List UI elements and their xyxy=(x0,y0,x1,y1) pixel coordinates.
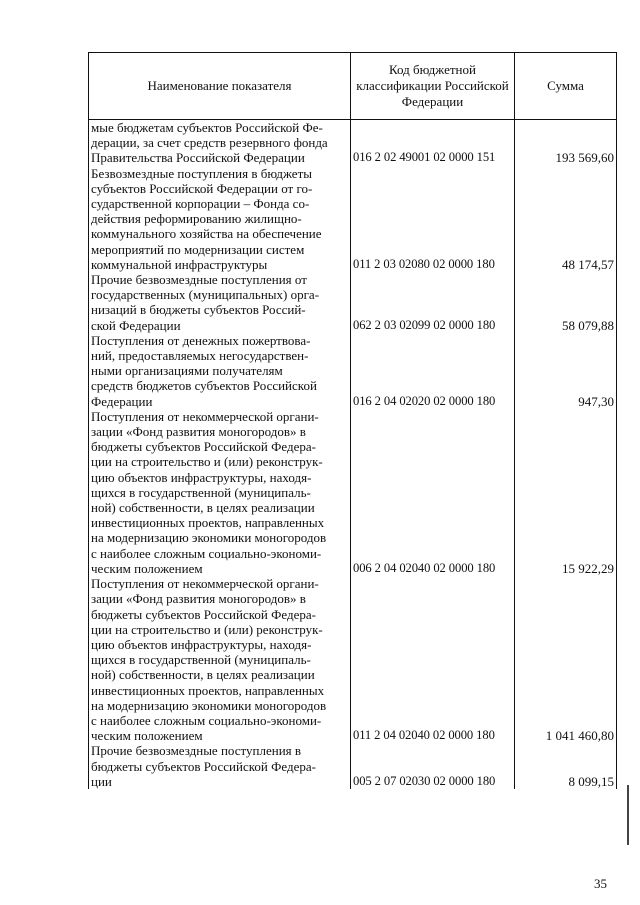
budget-code-cell: 016 2 04 02020 02 0000 180 xyxy=(351,333,515,409)
budget-code-cell: 005 2 07 02030 02 0000 180 xyxy=(351,743,515,789)
indicator-name-line: инвестиционных проектов, направленных xyxy=(91,515,325,531)
indicator-name-line: ческим положением xyxy=(91,728,203,744)
indicator-name-line: Поступления от некоммерческой органи- xyxy=(91,576,319,592)
indicator-name-line: Безвозмездные поступления в бюджеты xyxy=(91,165,312,181)
sum-cell: 1 041 460,80 xyxy=(515,576,617,743)
indicator-name-line: низаций в бюджеты субъектов Россий- xyxy=(91,302,306,318)
indicator-name-line: ции на строительство и (или) реконструк- xyxy=(91,621,323,637)
table-row xyxy=(89,120,617,166)
indicator-name-cell xyxy=(89,166,351,272)
indicator-name-line: средств бюджетов субъектов Российской xyxy=(91,378,317,394)
table-row xyxy=(89,576,617,743)
indicator-name-line: Прочие безвозмездные поступления от xyxy=(91,272,307,288)
header-sum: Сумма xyxy=(515,53,617,120)
indicator-name-line: ции на строительство и (или) реконструк- xyxy=(91,454,323,470)
indicator-name-line: щихся в государственной (муниципаль- xyxy=(91,652,311,668)
indicator-name-cell xyxy=(89,333,351,409)
indicator-name-line: действия реформированию жилищно- xyxy=(91,211,302,227)
indicator-name-line: субъектов Российской Федерации от го- xyxy=(91,180,313,196)
table-row xyxy=(89,272,617,333)
indicator-name-line: коммунального хозяйства на обеспечение xyxy=(91,226,322,242)
indicator-name-line: государственных (муниципальных) орга- xyxy=(91,287,320,303)
indicator-name-line: на модернизацию экономики моногородов xyxy=(91,530,327,546)
header-indicator-name: Наименование показателя xyxy=(89,53,351,120)
indicator-name-line: цию объектов инфраструктуры, находя- xyxy=(91,469,312,485)
budget-revenue-table xyxy=(88,52,617,789)
indicator-name-line: ными организациями получателям xyxy=(91,363,283,379)
sum-cell: 58 079,88 xyxy=(515,272,617,333)
indicator-name-line: ной) собственности, в целях реализации xyxy=(91,500,315,516)
table-row xyxy=(89,333,617,409)
indicator-name-line: Поступления от денежных пожертвова- xyxy=(91,332,311,348)
indicator-name-line: Федерации xyxy=(91,393,153,409)
sum-cell: 8 099,15 xyxy=(515,743,617,789)
indicator-name-line: ской Федерации xyxy=(91,317,181,333)
indicator-name-cell xyxy=(89,576,351,743)
indicator-name-line: ной) собственности, в целях реализации xyxy=(91,667,315,683)
indicator-name-line: зации «Фонд развития моногородов» в xyxy=(91,424,306,440)
sum-cell: 193 569,60 xyxy=(515,120,617,166)
table-row xyxy=(89,743,617,789)
indicator-name-line: бюджеты субъектов Российской Федера- xyxy=(91,758,316,774)
sum-cell: 48 174,57 xyxy=(515,166,617,272)
indicator-name-line: цию объектов инфраструктуры, находя- xyxy=(91,636,312,652)
indicator-name-line: дерации, за счет средств резервного фонда xyxy=(91,135,328,151)
sum-cell: 15 922,29 xyxy=(515,409,617,576)
indicator-name-line: щихся в государственной (муниципаль- xyxy=(91,484,311,500)
header-budget-code: Код бюджетной классификации Российской Федерации xyxy=(351,53,515,120)
indicator-name-line: Правительства Российской Федерации xyxy=(91,150,305,166)
indicator-name-line: ческим положением xyxy=(91,560,203,576)
table-header-row xyxy=(89,53,617,120)
indicator-name-cell xyxy=(89,409,351,576)
indicator-name-line: зации «Фонд развития моногородов» в xyxy=(91,591,306,607)
indicator-name-line: Прочие безвозмездные поступления в xyxy=(91,743,302,759)
table-row xyxy=(89,166,617,272)
scan-edge-mark xyxy=(627,785,629,845)
indicator-name-line: на модернизацию экономики моногородов xyxy=(91,697,327,713)
indicator-name-line: Поступления от некоммерческой органи- xyxy=(91,408,319,424)
indicator-name-line: бюджеты субъектов Российской Федера- xyxy=(91,439,316,455)
page-number: 35 xyxy=(594,876,607,891)
indicator-name-line: ний, предоставляемых негосударствен- xyxy=(91,348,309,364)
indicator-name-cell xyxy=(89,743,351,789)
budget-code-cell: 062 2 03 02099 02 0000 180 xyxy=(351,272,515,333)
indicator-name-line: мые бюджетам субъектов Российской Фе- xyxy=(91,120,323,135)
sum-cell: 947,30 xyxy=(515,333,617,409)
indicator-name-cell xyxy=(89,272,351,333)
budget-code-cell: 016 2 02 49001 02 0000 151 xyxy=(351,120,515,166)
budget-code-cell: 011 2 03 02080 02 0000 180 xyxy=(351,166,515,272)
indicator-name-line: бюджеты субъектов Российской Федера- xyxy=(91,606,316,622)
indicator-name-line: коммунальной инфраструктуры xyxy=(91,256,268,272)
indicator-name-cell xyxy=(89,120,351,166)
table-body xyxy=(89,120,617,789)
indicator-name-line: ции xyxy=(91,773,112,789)
indicator-name-line: сударственной корпорации – Фонда со- xyxy=(91,196,310,212)
indicator-name-line: с наиболее сложным социально-экономи- xyxy=(91,545,322,561)
indicator-name-line: мероприятий по модернизации систем xyxy=(91,241,305,257)
table-row xyxy=(89,409,617,576)
indicator-name-line: с наиболее сложным социально-экономи- xyxy=(91,712,322,728)
budget-code-cell: 011 2 04 02040 02 0000 180 xyxy=(351,576,515,743)
budget-code-cell: 006 2 04 02040 02 0000 180 xyxy=(351,409,515,576)
indicator-name-line: инвестиционных проектов, направленных xyxy=(91,682,325,698)
